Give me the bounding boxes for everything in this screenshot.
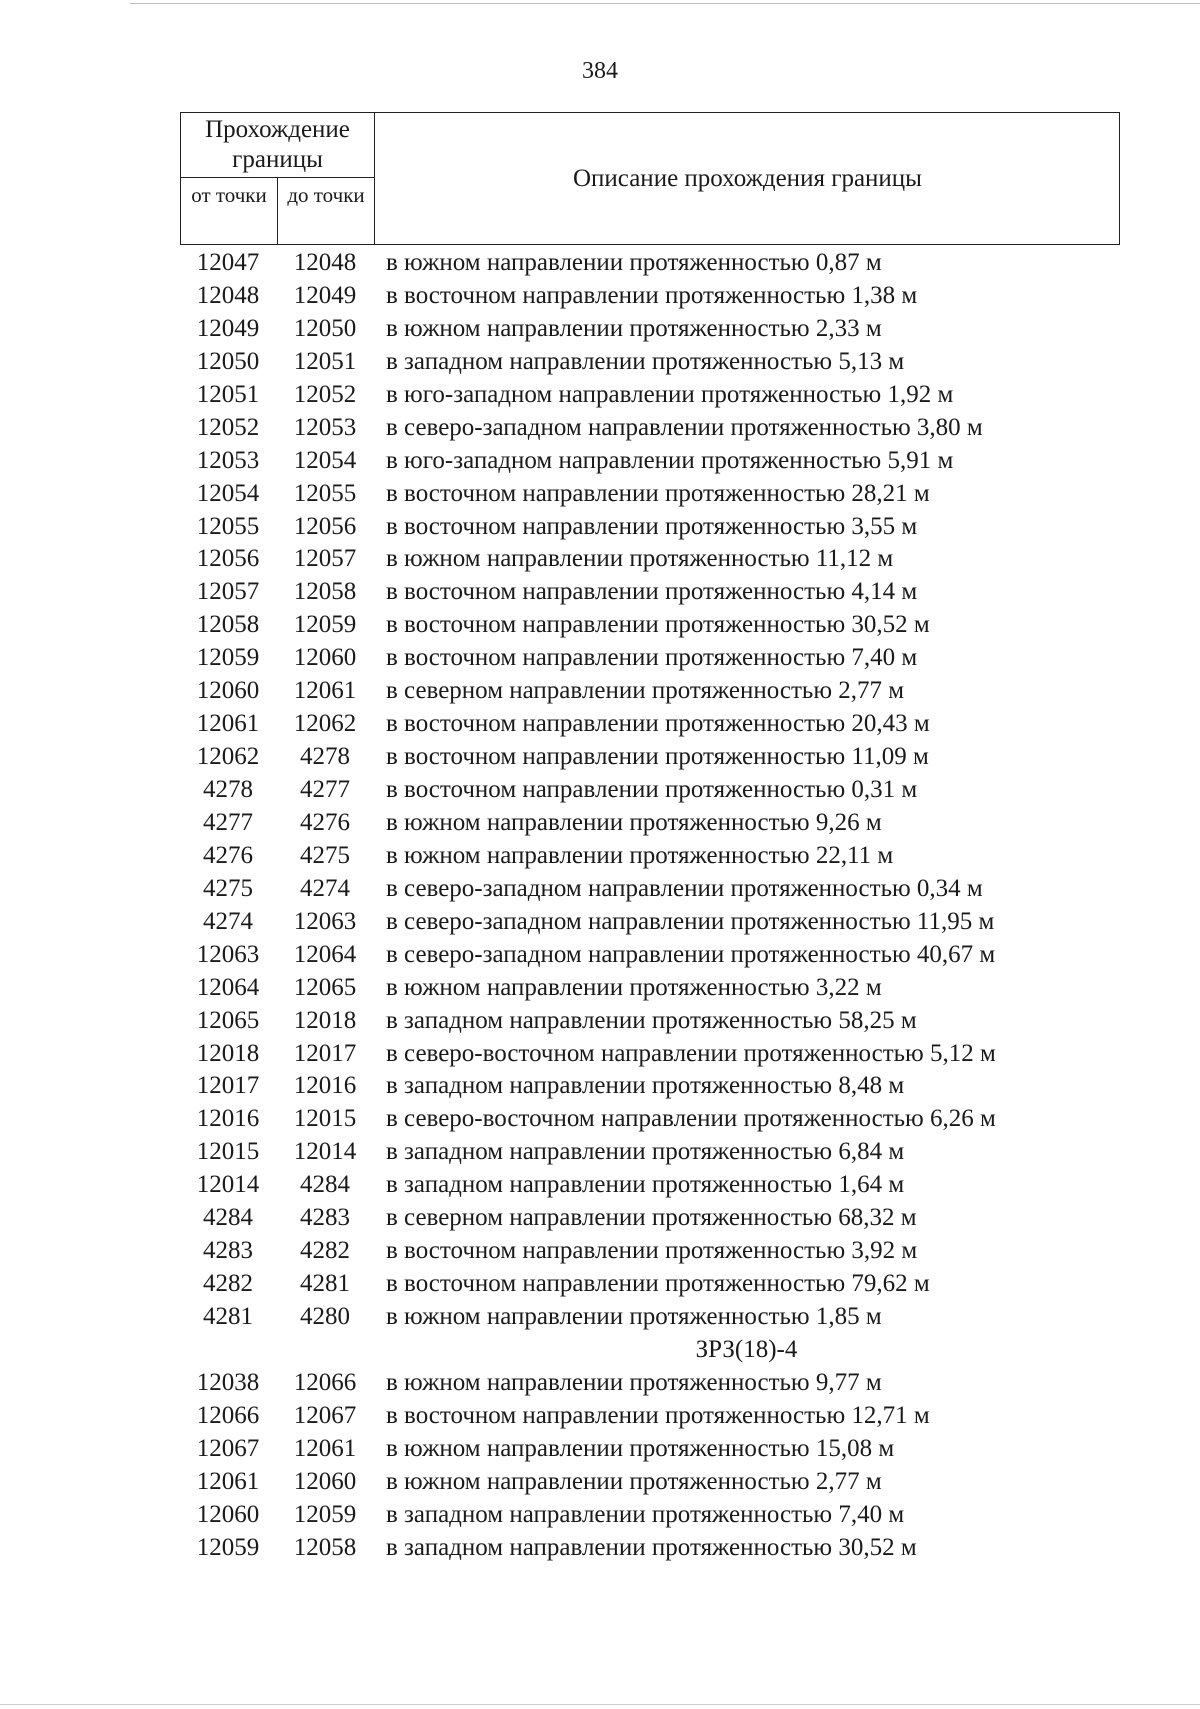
from-point-cell: 12018	[196, 1039, 260, 1067]
table-row	[180, 1235, 1120, 1268]
description-cell: в восточном направлении протяженностью 79,62 м	[386, 1270, 930, 1298]
from-point-cell: 12059	[196, 644, 260, 672]
table-row	[180, 1301, 1120, 1334]
table-row	[180, 906, 1120, 939]
to-point-cell: 12065	[293, 973, 357, 1001]
description-cell: в восточном направлении протяженностью 4,14 м	[386, 578, 918, 606]
to-point-cell: 12017	[293, 1039, 357, 1067]
to-point-cell: 4283	[300, 1204, 350, 1232]
from-point-cell: 4277	[203, 808, 253, 836]
description-cell: в западном направлении протяженностью 6,84 м	[386, 1138, 905, 1166]
table-row	[180, 972, 1120, 1005]
to-point-cell: 12014	[293, 1138, 357, 1166]
from-point-cell: 4282	[203, 1270, 253, 1298]
description-cell: в южном направлении протяженностью 15,08 м	[386, 1434, 895, 1462]
table-row	[180, 873, 1120, 906]
from-point-cell: 4275	[203, 874, 253, 902]
to-point-cell: 12053	[293, 413, 357, 441]
to-point-cell: 4278	[300, 743, 350, 771]
table-row	[180, 1532, 1120, 1565]
table-row	[180, 1268, 1120, 1301]
to-point-cell: 12063	[293, 907, 357, 935]
from-point-cell: 12061	[196, 1467, 260, 1495]
header-boundary-passage: Прохождение границы	[205, 116, 350, 173]
description-cell: в южном направлении протяженностью 9,26 м	[386, 808, 882, 836]
description-cell: в южном направлении протяженностью 2,77 м	[386, 1467, 882, 1495]
description-cell: в восточном направлении протяженностью 3,92 м	[386, 1237, 918, 1265]
description-cell: в восточном направлении протяженностью 0,31 м	[386, 776, 918, 803]
from-point-cell: 12065	[196, 1006, 260, 1034]
from-point-cell: 12060	[196, 1500, 260, 1528]
table-row	[180, 840, 1120, 873]
to-point-cell: 12055	[293, 479, 357, 507]
from-point-cell: 12053	[196, 446, 260, 474]
from-point-cell: 12063	[196, 940, 260, 968]
from-point-cell: 12054	[196, 479, 260, 507]
table-row	[180, 511, 1120, 544]
description-cell: в северном направлении протяженностью 68,32 м	[386, 1204, 917, 1232]
table-row	[180, 741, 1120, 774]
from-point-cell: 12049	[196, 314, 260, 342]
to-point-cell: 12058	[293, 1533, 357, 1561]
description-cell: в южном направлении протяженностью 22,11 м	[386, 841, 894, 869]
description-cell: в восточном направлении протяженностью 20,43 м	[386, 710, 930, 738]
description-cell: в восточном направлении протяженностью 28,21 м	[386, 479, 930, 507]
from-point-cell: 12060	[196, 677, 260, 705]
from-point-cell: 4278	[203, 776, 253, 803]
table-row	[180, 1038, 1120, 1071]
table-row	[180, 1070, 1120, 1103]
to-point-cell: 12062	[293, 710, 357, 738]
table-row	[180, 543, 1120, 576]
table-header	[180, 112, 1120, 245]
description-cell: в северо-западном направлении протяженностью 11,95 м	[386, 907, 995, 935]
to-point-cell: 12050	[293, 314, 357, 342]
table-row	[180, 642, 1120, 675]
description-cell: в южном направлении протяженностью 11,12 м	[386, 545, 894, 573]
table-row	[180, 1202, 1120, 1235]
description-cell: в западном направлении протяженностью 5,13 м	[386, 347, 905, 375]
from-point-cell: 4274	[203, 907, 253, 935]
description-cell: в северо-западном направлении протяженностью 0,34 м	[386, 874, 983, 902]
to-point-cell: 4280	[300, 1303, 350, 1330]
to-point-cell: 4277	[300, 776, 350, 803]
to-point-cell: 12067	[293, 1401, 357, 1429]
description-cell: в восточном направлении протяженностью 1,38 м	[386, 281, 918, 309]
description-cell: в восточном направлении протяженностью 12,71 м	[386, 1401, 930, 1429]
scan-top-edge	[130, 3, 1200, 4]
from-point-cell: 12056	[196, 545, 260, 573]
description-cell: в юго-западном направлении протяженностью 1,92 м	[386, 380, 954, 408]
table-row	[180, 1005, 1120, 1038]
description-cell: в южном направлении протяженностью 9,77 м	[386, 1368, 882, 1396]
description-cell: в западном направлении протяженностью 30,52 м	[386, 1533, 917, 1561]
from-point-cell: 12064	[196, 973, 260, 1001]
from-point-cell: 4276	[203, 841, 253, 869]
description-cell: в южном направлении протяженностью 1,85 м	[386, 1303, 882, 1330]
description-cell: в северо-западном направлении протяженностью 3,80 м	[386, 413, 983, 441]
to-point-cell: 12054	[293, 446, 357, 474]
description-cell: в северо-восточном направлении протяженностью 5,12 м	[386, 1039, 996, 1067]
to-point-cell: 12057	[293, 545, 357, 573]
table-row	[180, 1466, 1120, 1499]
to-point-cell: 12049	[293, 281, 357, 309]
table-row	[180, 675, 1120, 708]
description-cell: в западном направлении протяженностью 8,48 м	[386, 1072, 905, 1100]
to-point-cell: 4284	[300, 1171, 350, 1199]
description-cell: в восточном направлении протяженностью 7,40 м	[386, 644, 918, 672]
description-cell: в южном направлении протяженностью 2,33 м	[386, 314, 882, 342]
description-cell: в восточном направлении протяженностью 3,55 м	[386, 512, 918, 540]
table-row	[180, 1169, 1120, 1202]
description-cell: в южном направлении протяженностью 3,22 м	[386, 973, 882, 1001]
from-point-cell: 12050	[196, 347, 260, 375]
table-row	[180, 412, 1120, 445]
from-point-cell: 12058	[196, 611, 260, 639]
header-divider	[181, 177, 374, 178]
to-point-cell: 12064	[293, 940, 357, 968]
table-row	[180, 1103, 1120, 1136]
from-point-cell: 12014	[196, 1171, 260, 1199]
table-row	[180, 280, 1120, 313]
from-point-cell: 12051	[196, 380, 260, 408]
table-row	[180, 1400, 1120, 1433]
table-row	[180, 807, 1120, 840]
table-row	[180, 478, 1120, 511]
from-point-cell: 12047	[196, 249, 260, 276]
scan-bottom-edge	[0, 1704, 1200, 1705]
description-cell: в западном направлении протяженностью 58,25 м	[386, 1006, 917, 1034]
from-point-cell: 12062	[196, 743, 260, 771]
to-point-cell: 4282	[300, 1237, 350, 1265]
to-point-cell: 4274	[300, 874, 350, 902]
table-row	[180, 1136, 1120, 1169]
table-row	[180, 1499, 1120, 1532]
section-title-row	[180, 1334, 1120, 1367]
table-row	[180, 1367, 1120, 1400]
from-point-cell: 12066	[196, 1401, 260, 1429]
from-point-cell: 12048	[196, 281, 260, 309]
from-point-cell: 12059	[196, 1533, 260, 1561]
to-point-cell: 12051	[293, 347, 357, 375]
table-row	[180, 445, 1120, 478]
description-cell: в северном направлении протяженностью 2,77 м	[386, 677, 905, 705]
to-point-cell: 4276	[300, 808, 350, 836]
from-point-cell: 12057	[196, 578, 260, 606]
table-row	[180, 379, 1120, 412]
from-point-cell: 4283	[203, 1237, 253, 1265]
description-cell: в восточном направлении протяженностью 11,09 м	[386, 743, 929, 771]
table-row	[180, 346, 1120, 379]
from-point-cell: 4281	[203, 1303, 253, 1330]
table-row	[180, 939, 1120, 972]
to-point-cell: 12048	[293, 249, 357, 276]
to-point-cell: 12056	[293, 512, 357, 540]
to-point-cell: 12016	[293, 1072, 357, 1100]
from-point-cell: 12017	[196, 1072, 260, 1100]
description-cell: в восточном направлении протяженностью 30,52 м	[386, 611, 930, 639]
section-title: ЗРЗ(18)-4	[695, 1335, 798, 1363]
to-point-cell: 12066	[293, 1368, 357, 1396]
from-point-cell: 12016	[196, 1105, 260, 1133]
description-cell: в западном направлении протяженностью 7,40 м	[386, 1500, 905, 1528]
table-row	[180, 609, 1120, 642]
table-row	[180, 247, 1120, 280]
table-row	[180, 774, 1120, 807]
table-row	[180, 313, 1120, 346]
to-point-cell: 12060	[293, 644, 357, 672]
from-point-cell: 12061	[196, 710, 260, 738]
from-point-cell: 12015	[196, 1138, 260, 1166]
to-point-cell: 12059	[293, 1500, 357, 1528]
table-row	[180, 576, 1120, 609]
description-cell: в юго-западном направлении протяженностью 5,91 м	[386, 446, 954, 474]
table-row	[180, 1433, 1120, 1466]
table-row	[180, 708, 1120, 741]
from-point-cell: 12067	[196, 1434, 260, 1462]
description-cell: в южном направлении протяженностью 0,87 м	[386, 249, 882, 276]
to-point-cell: 12015	[293, 1105, 357, 1133]
page-number: 384	[582, 58, 618, 84]
to-point-cell: 12059	[293, 611, 357, 639]
to-point-cell: 12060	[293, 1467, 357, 1495]
description-cell: в северо-восточном направлении протяженностью 6,26 м	[386, 1105, 996, 1133]
header-to-point: до точки	[287, 183, 365, 207]
to-point-cell: 12018	[293, 1006, 357, 1034]
to-point-cell: 12052	[293, 380, 357, 408]
header-from-point: от точки	[191, 183, 267, 207]
to-point-cell: 12061	[293, 677, 357, 705]
description-cell: в западном направлении протяженностью 1,64 м	[386, 1171, 905, 1199]
header-description: Описание прохождения границы	[573, 164, 922, 192]
from-point-cell: 4284	[203, 1204, 253, 1232]
from-point-cell: 12055	[196, 512, 260, 540]
description-cell: в северо-западном направлении протяженностью 40,67 м	[386, 940, 996, 968]
table-body	[180, 247, 1120, 1565]
to-point-cell: 12058	[293, 578, 357, 606]
from-point-cell: 12052	[196, 413, 260, 441]
to-point-cell: 12061	[293, 1434, 357, 1462]
to-point-cell: 4275	[300, 841, 350, 869]
to-point-cell: 4281	[300, 1270, 350, 1298]
from-point-cell: 12038	[196, 1368, 260, 1396]
header-divider	[374, 113, 375, 244]
